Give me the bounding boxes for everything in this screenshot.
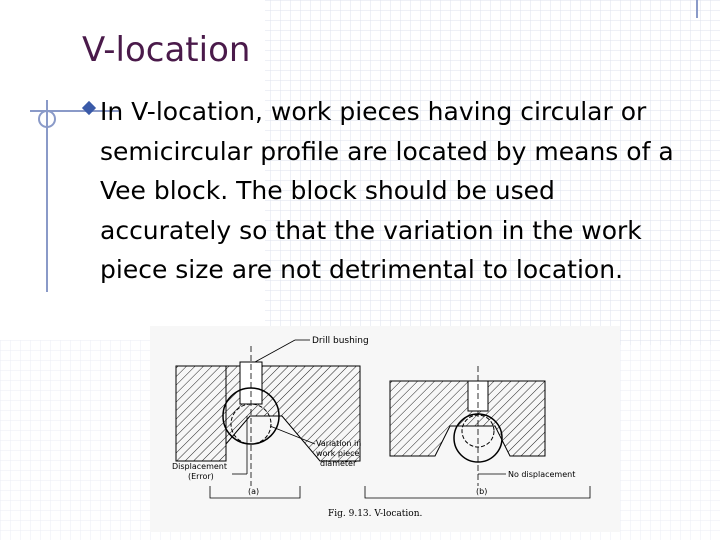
v-location-figure xyxy=(150,326,620,532)
label-variation-3: diameter xyxy=(320,459,357,468)
label-drill-bushing: Drill bushing xyxy=(312,336,369,346)
label-sub-a: (a) xyxy=(248,487,260,496)
label-variation-2: work piece xyxy=(316,449,360,458)
figure-caption: Fig. 9.13. V-location. xyxy=(328,509,423,519)
label-displacement-2: (Error) xyxy=(188,472,214,481)
label-displacement-1: Displacement xyxy=(172,462,227,471)
label-no-displacement: No displacement xyxy=(508,470,576,479)
label-variation-1: Variation in xyxy=(316,439,362,448)
slide-title: V-location xyxy=(82,30,251,70)
label-sub-b: (b) xyxy=(476,487,488,496)
bullet-text: In V-location, work pieces having circular or semicircular profile are located by means of a Vee block. The block should be used accurately so that the variation in the work piece size are not detrimental to location. xyxy=(100,97,674,284)
